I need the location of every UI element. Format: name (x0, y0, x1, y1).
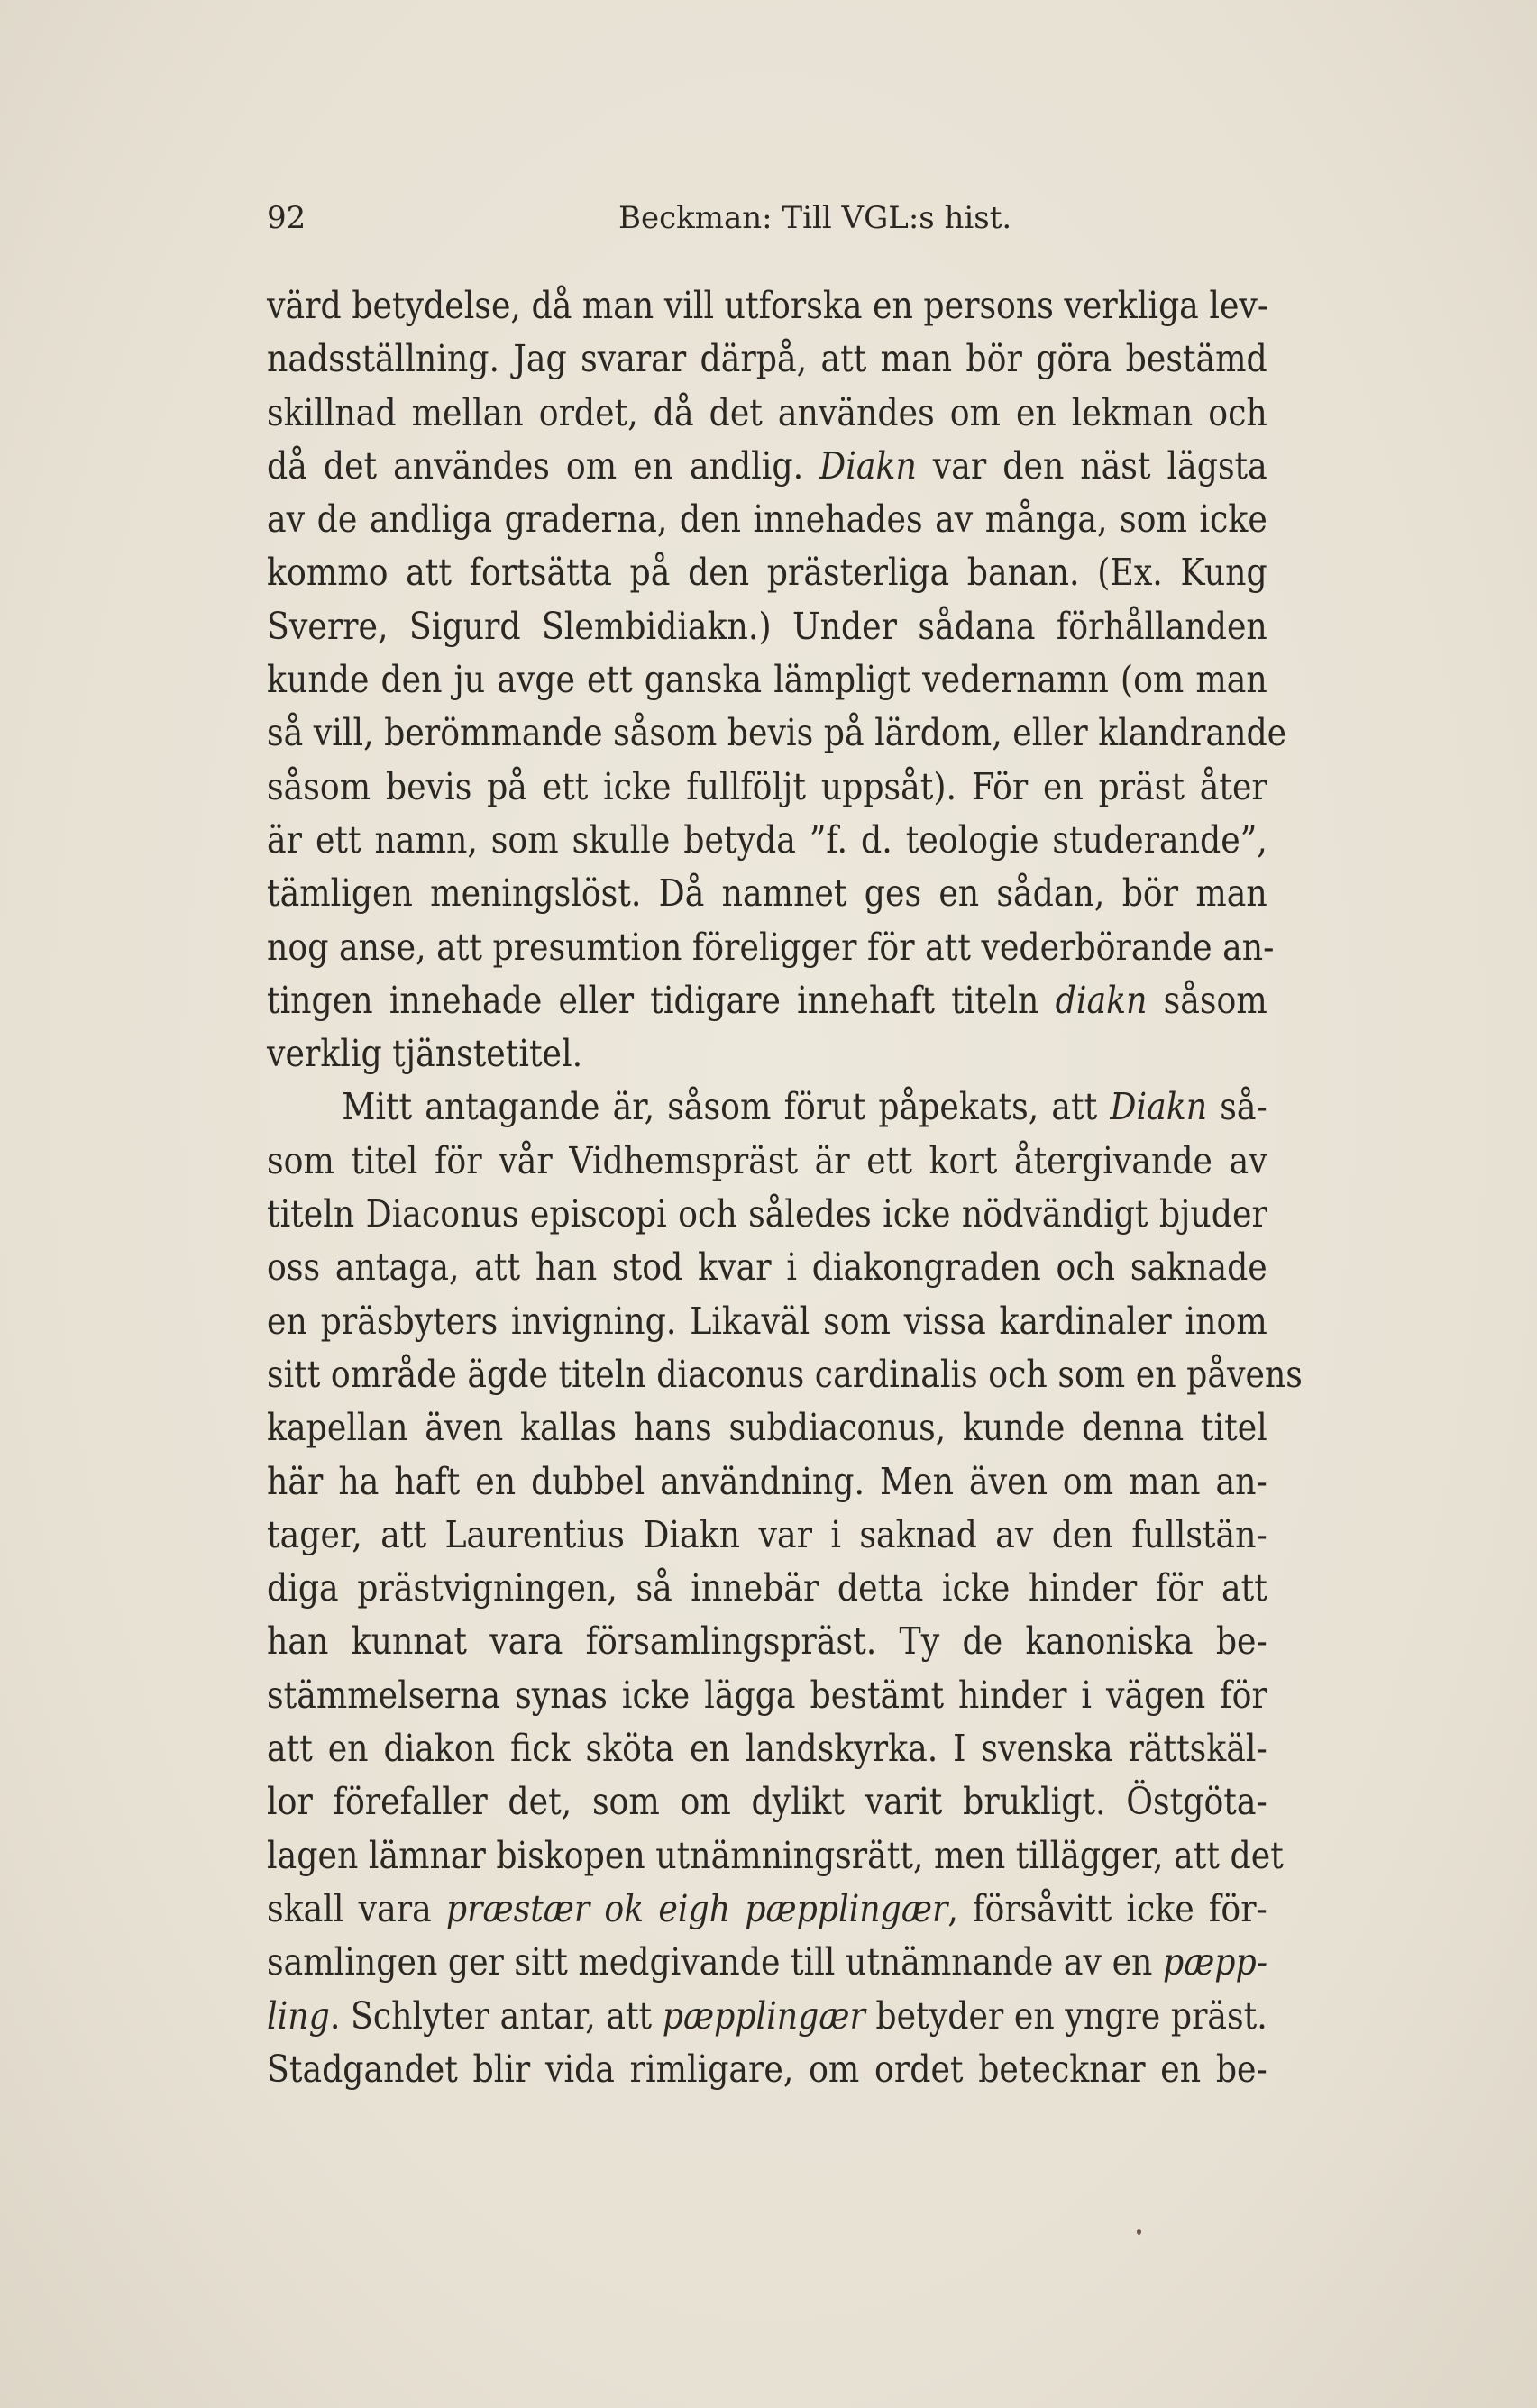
text-line (267, 1348, 1303, 1401)
text-line (267, 1775, 1267, 1829)
text-segment: han kunnat vara församlingspräst. Ty de kanoniska be- (267, 1619, 1267, 1664)
text-segment: skall vara (267, 1886, 446, 1930)
text-segment: tingen innehade eller tidigare innehaft titeln (267, 978, 1056, 1022)
text-segment: titeln Diaconus episcopi och således icke nödvändigt bjuder (267, 1192, 1267, 1236)
running-title: Beckman: Till VGL:s hist. (618, 200, 1012, 236)
text-line (267, 1615, 1267, 1668)
text-segment: verklig tjänstetitel. (267, 1032, 583, 1076)
text-line (267, 279, 1267, 333)
text-line (267, 1883, 1267, 1936)
text-segment: kunde den ju avge ett ganska lämpligt vedernamn (om man (267, 658, 1267, 702)
text-line (267, 333, 1267, 386)
text-line (267, 1295, 1267, 1348)
text-line (267, 653, 1267, 707)
text-line (267, 921, 1275, 974)
text-segment: lagen lämnar biskopen utnämningsrätt, men tillägger, att det (267, 1833, 1284, 1877)
page-header (267, 200, 1267, 245)
text-line (267, 546, 1267, 599)
text-segment: här ha haft en dubbel användning. Men även om man an- (267, 1459, 1267, 1503)
text-segment: såsom (1147, 978, 1267, 1022)
text-line (267, 707, 1287, 760)
text-segment: att en diakon fick sköta en landskyrka. I svenska rättskäl- (267, 1727, 1267, 1771)
text-segment: Stadgandet blir vida rimligare, om ordet betecknar en be- (267, 2047, 1267, 2091)
text-segment: var den näst lägsta (916, 443, 1267, 488)
text-line (267, 1027, 1267, 1081)
text-segment: då det användes om en andlig. (267, 443, 820, 488)
italic-text: præstær ok eigh pæpplingær (445, 1886, 948, 1930)
text-line (267, 1990, 1267, 2043)
text-segment: . Schlyter antar, att (329, 1993, 663, 2038)
text-segment: så vill, berömmande såsom bevis på lärdom, eller klandrande (267, 711, 1287, 755)
text-segment: så- (1207, 1085, 1267, 1129)
body-text (267, 279, 1303, 2096)
text-segment: betyder en yngre präst. (865, 1993, 1267, 2038)
text-line (267, 493, 1267, 546)
text-line (267, 1669, 1267, 1722)
text-line (267, 1562, 1267, 1615)
text-segment: samlingen ger sitt medgivande till utnämnande av en (267, 1940, 1163, 1984)
page-number: 92 (267, 200, 306, 236)
text-line (267, 1722, 1267, 1775)
text-segment: värd betydelse, då man vill utforska en persons verkliga lev- (267, 284, 1269, 327)
text-line (267, 974, 1267, 1027)
text-segment: Mitt antagande är, såsom förut påpekats, att (342, 1085, 1111, 1129)
italic-text: ling (267, 1993, 330, 2038)
text-line (267, 600, 1267, 653)
text-segment: nadsställning. Jag svarar därpå, att man bör göra bestämd (267, 337, 1267, 381)
text-segment: kommo att fortsätta på den prästerliga banan. (Ex. Kung (267, 551, 1267, 595)
text-segment: skillnad mellan ordet, då det användes om en lekman och (267, 390, 1267, 434)
text-segment: sitt område ägde titeln diaconus cardinalis och som en påvens (267, 1352, 1303, 1396)
text-line (267, 1936, 1267, 1989)
text-line (267, 761, 1267, 814)
text-line (267, 1829, 1284, 1883)
text-segment: som titel för vår Vidhemspräst är ett kort återgivande av (267, 1138, 1267, 1182)
text-line (267, 1509, 1267, 1562)
text-line (267, 1241, 1267, 1294)
text-segment: lor förefaller det, som om dylikt varit brukligt. Östgöta- (267, 1780, 1267, 1824)
italic-text: diakn (1055, 978, 1148, 1022)
text-line (267, 1401, 1267, 1455)
text-line (267, 387, 1267, 440)
text-segment: stämmelserna synas icke lägga bestämt hinder i vägen för (267, 1673, 1267, 1717)
text-line (267, 440, 1267, 493)
text-segment: , försåvitt icke för- (947, 1886, 1267, 1930)
text-segment: såsom bevis på ett icke fullföljt uppsåt). För en präst åter (267, 764, 1267, 808)
text-segment: kapellan även kallas hans subdiaconus, kunde denna titel (267, 1406, 1267, 1450)
text-line (267, 2043, 1267, 2096)
text-segment: är ett namn, som skulle betyda ”f. d. teologie studerande”, (267, 817, 1267, 862)
italic-text: pæpp- (1162, 1940, 1268, 1984)
text-segment: Sverre, Sigurd Slembidiakn.) Under sådana förhållanden (267, 604, 1267, 648)
text-segment: av de andliga graderna, den innehades av många, som icke (267, 497, 1267, 542)
italic-text: pæpplingær (662, 1993, 865, 2038)
text-line (267, 1081, 1267, 1134)
text-segment: diga prästvigningen, så innebär detta icke hinder för att (267, 1566, 1267, 1610)
text-line (267, 1455, 1267, 1509)
text-line (267, 867, 1267, 920)
text-segment: en präsbyters invigning. Likaväl som vissa kardinaler inom (267, 1299, 1267, 1343)
ink-speck (1137, 2229, 1141, 2235)
text-line (267, 1188, 1267, 1241)
text-segment: oss antaga, att han stod kvar i diakongraden och saknade (267, 1245, 1267, 1290)
text-segment: tager, att Laurentius Diakn var i saknad av den fullstän- (267, 1512, 1267, 1556)
text-line (267, 1135, 1267, 1188)
italic-text: Diakn (819, 443, 917, 488)
text-segment: nog anse, att presumtion föreligger för att vederbörande an- (267, 925, 1275, 969)
text-segment: tämligen meningslöst. Då namnet ges en sådan, bör man (267, 871, 1267, 916)
text-line (267, 814, 1267, 867)
italic-text: Diakn (1110, 1085, 1208, 1129)
